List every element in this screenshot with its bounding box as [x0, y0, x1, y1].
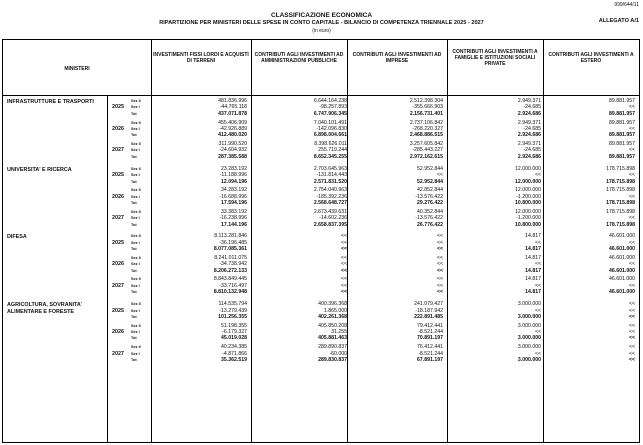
table-cell: 6.644.164.238	[313, 98, 347, 104]
table-cell: -8.521.244	[418, 350, 443, 357]
table-cell: 42.852.844	[417, 187, 443, 194]
table-cell: <<	[628, 172, 635, 179]
table-cell: 3.257.605.842	[409, 141, 443, 147]
table-cell: 3.000.000	[517, 335, 541, 342]
table-cell: 67.891.197	[417, 356, 443, 363]
section-label: Sez II	[131, 209, 141, 214]
table-cell: 2.703.645.963	[313, 165, 347, 172]
table-cell: <<	[436, 246, 443, 253]
table-cell: -6.179.327	[222, 329, 247, 335]
table-cell: 2.754.040.963	[313, 187, 347, 194]
header-contributi-estero: CONTRIBUTI AGLI INVESTIMENTI A ESTERO	[548, 52, 634, 64]
table-cell: <<	[534, 172, 541, 179]
table-row	[3, 132, 639, 138]
table-cell: <<	[340, 246, 347, 253]
table-cell: 8.843.849.445	[213, 276, 247, 283]
table-cell: <<	[436, 239, 443, 246]
table-cell: <<	[628, 125, 635, 132]
table-cell: 89.881.957	[609, 98, 635, 104]
page-number: 999/644/11	[614, 2, 639, 8]
table-cell: -16.688.996	[219, 193, 247, 200]
table-cell: <<	[628, 329, 635, 335]
table-cell: 10.800.000	[515, 221, 541, 228]
section-label: Sez I	[131, 173, 140, 178]
table-cell: 89.881.957	[609, 110, 635, 117]
table-cell: <<	[534, 350, 541, 357]
section-label: Sez I	[131, 216, 140, 221]
year-label: 2025	[112, 104, 124, 111]
table-row	[3, 200, 639, 206]
table-cell: <<	[436, 289, 443, 296]
section-label: Tot	[131, 314, 137, 319]
table-cell: 12.000.000	[515, 187, 541, 194]
year-label: 2026	[112, 193, 124, 200]
table-cell: 14.817	[525, 267, 541, 274]
table-cell: -44.765.118	[219, 104, 247, 111]
table-cell: 455.406.909	[218, 119, 247, 126]
table-row	[3, 246, 639, 252]
table-cell: 405.850.208	[318, 322, 347, 329]
table-cell: -11.188.996	[219, 172, 247, 179]
table-cell: 3.000.000	[517, 344, 541, 351]
table-cell: <<	[628, 282, 635, 289]
table-cell: 14.817	[525, 246, 541, 253]
table-cell: <<	[436, 233, 443, 240]
table-cell: 8.241.011.075	[214, 254, 247, 261]
table-cell: 2.949.371	[517, 141, 541, 147]
budget-table	[2, 39, 640, 443]
table-cell: 6.898.004.661	[313, 132, 347, 139]
table-cell: <<	[628, 313, 635, 320]
table-cell: 79.412.441	[417, 322, 443, 329]
table-cell: 33.383.192	[221, 208, 247, 215]
table-cell: -268.220.327	[412, 125, 443, 132]
table-cell: <<	[340, 289, 347, 296]
year-label: 2025	[112, 172, 124, 179]
year-label: 2026	[112, 261, 124, 268]
table-cell: -24.685	[523, 147, 541, 154]
table-cell: -24.604.932	[219, 147, 247, 154]
table-cell: -185.392.236	[316, 193, 347, 200]
table-cell: 17.144.196	[221, 221, 247, 228]
section-label: Tot	[131, 179, 137, 184]
section-label: Tot	[131, 268, 137, 273]
table-cell: 14.817	[525, 233, 541, 240]
table-cell: <<	[628, 215, 635, 222]
section-label: Sez II	[131, 188, 141, 193]
table-cell: <<	[340, 276, 347, 283]
section-label: Tot	[131, 201, 137, 205]
table-cell: 46.601.000	[609, 233, 635, 240]
section-label: Sez II	[131, 302, 141, 307]
table-cell: 12.000.000	[515, 208, 541, 215]
table-cell: <<	[340, 282, 347, 289]
unit-label: (in euro)	[312, 28, 331, 34]
table-cell: <<	[436, 276, 443, 283]
table-cell: <<	[534, 307, 541, 314]
table-cell: 405.881.463	[318, 335, 347, 342]
section-label: Tot	[131, 247, 137, 252]
table-cell: 52.952.844	[417, 165, 443, 172]
table-cell: <<	[436, 282, 443, 289]
table-cell: <<	[534, 239, 541, 246]
table-cell: 2.673.439.631	[313, 208, 347, 215]
table-cell: 12.094.196	[221, 178, 247, 185]
table-cell: 2.658.837.395	[313, 221, 347, 228]
table-cell: 12.000.000	[515, 178, 541, 185]
table-cell: -13.279.439	[219, 307, 247, 314]
table-cell: <<	[628, 239, 635, 246]
table-row	[3, 222, 639, 228]
table-cell: 178.715.898	[606, 165, 635, 172]
table-cell: 14.817	[525, 289, 541, 296]
table-cell: 2.571.831.520	[313, 178, 347, 185]
table-cell: 101.256.355	[218, 313, 247, 320]
table-cell: 289.890.837	[318, 344, 347, 351]
table-cell: 8.652.345.255	[313, 153, 347, 160]
section-label: Sez II	[131, 142, 141, 146]
section-label: Sez I	[131, 148, 140, 153]
table-cell: -36.196.485	[219, 239, 247, 246]
year-label: 2025	[112, 239, 124, 246]
table-cell: <<	[534, 329, 541, 335]
table-cell: 2.568.648.727	[313, 200, 347, 206]
table-cell: 1.865.000	[323, 307, 347, 314]
section-label: Sez I	[131, 194, 140, 199]
table-cell: -60.000	[329, 350, 347, 357]
table-row	[3, 179, 639, 185]
table-cell: 178.715.898	[606, 178, 635, 185]
table-cell: 10.800.000	[515, 200, 541, 206]
table-cell: 89.881.957	[609, 141, 635, 147]
section-label: Tot	[131, 290, 137, 295]
table-cell: 3.000.000	[517, 301, 541, 308]
table-cell: <<	[628, 356, 635, 363]
table-cell: 46.601.000	[609, 276, 635, 283]
table-cell: <<	[436, 267, 443, 274]
table-cell: 46.601.000	[609, 246, 635, 253]
table-cell: <<	[628, 307, 635, 314]
table-cell: <<	[534, 261, 541, 268]
table-cell: 481.836.996	[218, 98, 247, 104]
table-cell: 3.000.000	[517, 313, 541, 320]
page-title: CLASSIFICAZIONE ECONOMICA	[270, 12, 373, 19]
table-cell: 8.113.281.846	[214, 233, 247, 240]
year-label: 2026	[112, 125, 124, 132]
section-label: Sez II	[131, 277, 141, 282]
section-label: Sez II	[131, 345, 141, 350]
year-label: 2027	[112, 215, 124, 222]
table-cell: 2.949.371	[517, 119, 541, 126]
table-cell: 89.881.957	[609, 132, 635, 139]
table-cell: -4.871.866	[222, 350, 247, 357]
table-cell: 7.040.101.491	[313, 119, 347, 126]
header-investimenti-fissi: INVESTIMENTI FISSI LORDI E ACQUISTI DI TERRENI	[153, 52, 249, 64]
table-cell: <<	[628, 104, 635, 111]
table-cell: -142.096.830	[316, 125, 347, 132]
table-cell: 2.949.371	[517, 98, 541, 104]
header-contributi-famiglie: CONTRIBUTI AGLI INVESTIMENTI A FAMIGLIE E ISTITUZIONI SOCIALI PRIVATE	[452, 49, 538, 67]
table-cell: <<	[340, 239, 347, 246]
table-cell: 12.000.000	[515, 165, 541, 172]
table-cell: 255.719.244	[318, 147, 347, 154]
table-cell: 241.079.427	[414, 301, 443, 308]
table-row	[3, 335, 639, 341]
table-cell: 2.924.686	[517, 132, 541, 139]
ministry-name: DIFESA	[7, 234, 27, 241]
table-row	[3, 111, 639, 117]
table-cell: 412.480.020	[218, 132, 247, 139]
table-cell: <<	[628, 147, 635, 154]
table-cell: -98.257.893	[319, 104, 347, 111]
section-label: Sez I	[131, 126, 140, 131]
table-row	[3, 268, 639, 274]
section-label: Sez I	[131, 308, 140, 313]
table-cell: -131.814.443	[316, 172, 347, 179]
table-cell: 40.352.844	[417, 208, 443, 215]
section-label: Sez II	[131, 255, 141, 260]
table-cell: 8.077.085.361	[213, 246, 247, 253]
table-cell: -13.576.422	[415, 215, 443, 222]
ministry-name: INFRASTRUTTURE E TRASPORTI	[7, 99, 94, 105]
table-cell: 289.830.837	[318, 356, 347, 363]
year-label: 2027	[112, 282, 124, 289]
table-cell: 2.924.686	[517, 110, 541, 117]
table-cell: -24.685	[523, 125, 541, 132]
table-cell: -1.200.000	[516, 193, 541, 200]
table-cell: 437.071.878	[218, 110, 247, 117]
table-cell: 2.468.886.515	[409, 132, 443, 139]
table-cell: -285.443.227	[412, 147, 443, 154]
table-cell: 178.715.898	[606, 187, 635, 194]
section-label: Sez II	[131, 323, 141, 328]
annex-label: ALLEGATO A/1	[598, 18, 639, 24]
table-cell: 178.715.898	[606, 221, 635, 228]
table-cell: -42.926.889	[219, 125, 247, 132]
table-cell: -24.685	[523, 104, 541, 111]
table-cell: <<	[436, 254, 443, 261]
table-cell: 178.715.898	[606, 208, 635, 215]
table-cell: 2.972.162.615	[409, 153, 443, 160]
section-label: Sez I	[131, 105, 140, 110]
section-label: Tot	[131, 111, 137, 116]
table-cell: -1.200.000	[516, 215, 541, 222]
table-cell: <<	[628, 350, 635, 357]
table-cell: 3.000.000	[517, 322, 541, 329]
section-label: Sez II	[131, 99, 141, 103]
table-cell: 51.198.355	[221, 322, 247, 329]
table-cell: 222.891.485	[414, 313, 443, 320]
table-cell: <<	[628, 301, 635, 308]
table-cell: <<	[628, 344, 635, 351]
table-cell: 76.412.441	[417, 344, 443, 351]
table-cell: -8.521.244	[418, 329, 443, 335]
table-cell: 2.924.686	[517, 153, 541, 160]
table-cell: 31.255	[331, 329, 347, 335]
table-cell: <<	[436, 261, 443, 268]
section-label: Tot	[131, 336, 137, 341]
table-cell: 8.810.132.948	[213, 289, 247, 296]
table-cell: <<	[628, 335, 635, 342]
section-label: Sez I	[131, 330, 140, 334]
table-cell: 40.234.385	[221, 344, 247, 351]
table-cell: -34.738.942	[219, 261, 247, 268]
table-cell: 35.362.519	[221, 356, 247, 363]
table-cell: 46.601.000	[609, 289, 635, 296]
section-label: Sez II	[131, 166, 141, 171]
section-label: Sez II	[131, 234, 141, 239]
table-cell: -13.576.422	[415, 193, 443, 200]
table-cell: 6.747.906.345	[313, 110, 347, 117]
table-cell: 23.283.192	[221, 165, 247, 172]
table-cell: <<	[340, 261, 347, 268]
table-row	[3, 357, 639, 363]
table-row	[3, 314, 639, 320]
table-cell: 46.601.000	[609, 254, 635, 261]
table-row	[3, 289, 639, 295]
table-cell: <<	[628, 322, 635, 329]
table-cell: 8.206.272.133	[213, 267, 247, 274]
table-cell: <<	[340, 267, 347, 274]
table-cell: 89.881.957	[609, 153, 635, 160]
table-cell: -14.602.236	[319, 215, 347, 222]
table-cell: 34.283.192	[221, 187, 247, 194]
table-cell: 2.156.731.401	[409, 110, 443, 117]
table-cell: 17.594.196	[221, 200, 247, 206]
table-cell: 3.000.000	[517, 356, 541, 363]
section-label: Sez I	[131, 240, 140, 245]
section-label: Sez I	[131, 351, 140, 356]
section-label: Tot	[131, 357, 137, 362]
year-label: 2027	[112, 350, 124, 357]
table-cell: 311.990.520	[218, 141, 247, 147]
year-label: 2025	[112, 307, 124, 314]
table-cell: -33.716.497	[219, 282, 247, 289]
table-cell: 287.385.588	[218, 153, 247, 160]
table-cell: 70.891.197	[417, 335, 443, 342]
table-cell: <<	[628, 261, 635, 268]
year-label: 2026	[112, 329, 124, 335]
section-label: Sez I	[131, 262, 140, 267]
table-cell: 8.398.626.011	[314, 141, 347, 147]
table-cell: 26.776.422	[417, 221, 443, 228]
table-cell: 29.276.422	[417, 200, 443, 206]
table-cell: 178.715.898	[606, 200, 635, 206]
header-contributi-amministrazioni: CONTRIBUTI AGLI INVESTIMENTI AD AMMINISTRAZIONI PUBBLICHE	[254, 52, 344, 64]
section-label: Tot	[131, 133, 137, 138]
table-cell: 402.261.368	[318, 313, 347, 320]
table-cell: <<	[628, 193, 635, 200]
table-cell: <<	[436, 172, 443, 179]
page-subtitle: RIPARTIZIONE PER MINISTERI DELLE SPESE IN CONTO CAPITALE - BILANCIO DI COMPETENZA TRIENNALE 2025 - 2027	[159, 20, 484, 26]
header-ministeri: MINISTERI	[64, 66, 90, 72]
table-row	[3, 154, 639, 160]
table-cell: 2.512.398.304	[409, 98, 443, 104]
table-cell: <<	[340, 254, 347, 261]
section-label: Tot	[131, 154, 137, 159]
table-cell: 52.952.844	[417, 178, 443, 185]
table-cell: <<	[340, 233, 347, 240]
table-cell: -18.187.942	[415, 307, 443, 314]
table-cell: 45.019.028	[221, 335, 247, 342]
table-cell: -16.238.996	[219, 215, 247, 222]
ministry-name: UNIVERSITA' E RICERCA	[7, 166, 72, 173]
table-cell: 2.737.106.842	[409, 119, 443, 126]
section-label: Sez II	[131, 120, 141, 125]
table-cell: -355.666.903	[412, 104, 443, 111]
table-cell: 89.881.957	[609, 119, 635, 126]
section-label: Sez I	[131, 283, 140, 288]
table-cell: 114.535.794	[218, 301, 247, 308]
year-label: 2027	[112, 147, 124, 154]
table-cell: 14.817	[525, 254, 541, 261]
table-cell: 400.396.368	[318, 301, 347, 308]
table-cell: 14.817	[525, 276, 541, 283]
table-cell: <<	[534, 282, 541, 289]
table-cell: 46.601.000	[609, 267, 635, 274]
section-label: Tot	[131, 222, 137, 227]
header-contributi-imprese: CONTRIBUTI AGLI INVESTIMENTI AD IMPRESE	[352, 52, 442, 64]
ministry-name: AGRICOLTURA, SOVRANITA' ALIMENTARE E FORESTE	[7, 302, 83, 315]
